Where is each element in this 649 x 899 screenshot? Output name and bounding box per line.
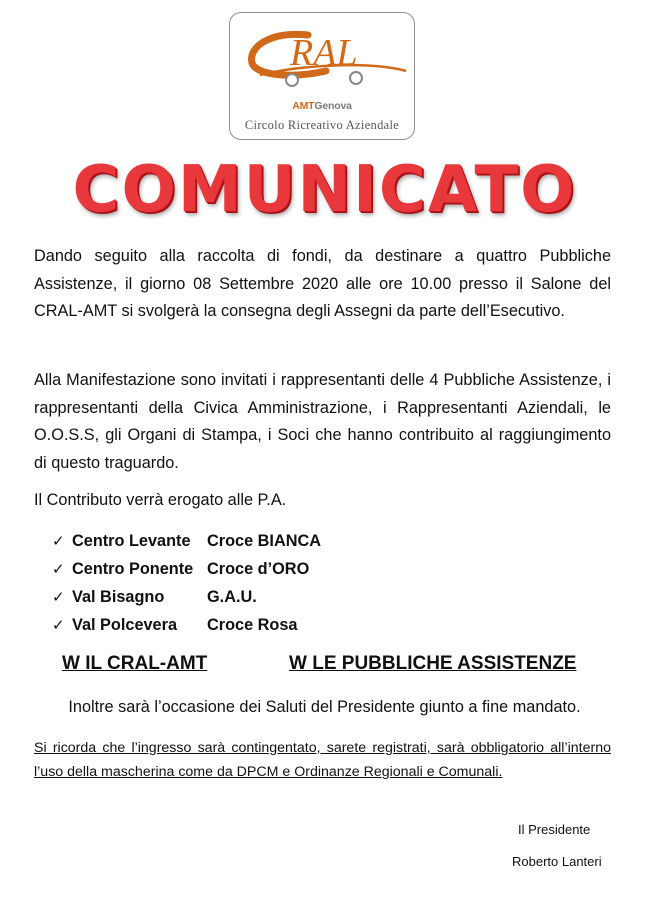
check-icon: ✓ (52, 589, 65, 606)
list-item (52, 583, 257, 611)
slogan-assistenze: W LE PUBBLICHE ASSISTENZE (289, 653, 577, 674)
beneficiary-name: Centro Levante (72, 532, 191, 550)
beneficiary-name: Val Bisagno (72, 588, 165, 606)
beneficiary-name: Val Polcevera (72, 616, 178, 634)
check-icon: ✓ (52, 561, 65, 578)
logo-org-name: AMTGenova (292, 100, 352, 112)
signature-role: Il Presidente (518, 822, 591, 837)
beneficiary-list (52, 527, 321, 639)
beneficiary-name: Centro Ponente (72, 560, 194, 578)
beneficiary-org: Croce Rosa (207, 616, 298, 634)
logo-brand-text: RAL (290, 32, 358, 74)
beneficiary-org: G.A.U. (207, 588, 257, 606)
check-icon: ✓ (52, 533, 65, 550)
president-note: Inoltre sarà l’occasione dei Saluti del Presidente giunto a fine mandato. (68, 698, 581, 716)
signature-name: Roberto Lanteri (512, 854, 602, 869)
beneficiary-org: Croce d’ORO (207, 560, 310, 578)
logo-tagline: Circolo Ricreativo Aziendale (244, 118, 400, 132)
check-icon: ✓ (52, 617, 65, 634)
list-item (52, 527, 321, 555)
list-item (52, 555, 310, 583)
safety-notice: Si ricorda che l’ingresso sarà contingentato, sarete registrati, sarà obbligatorio all’interno l’uso della mascherina come da DPCM e Ordinanze Regionali e Comunali. (34, 740, 611, 780)
list-item (52, 611, 298, 639)
intro-paragraph: Dando seguito alla raccolta di fondi, da destinare a quattro Pubbliche Assistenze, il giorno 08 Settembre 2020 alle ore 10.00 presso il Salone del CRAL-AMT si svolgerà la consegna degli Assegni da parte dell’Esecutivo. (34, 247, 611, 320)
cral-logo (229, 12, 415, 140)
slogan-cral: W IL CRAL-AMT (62, 653, 208, 674)
logo-wheel-icon (286, 74, 298, 86)
invitees-paragraph: Alla Manifestazione sono invitati i rappresentanti delle 4 Pubbliche Assistenze, i rappresentanti della Civica Amministrazione, i Rappresentanti Aziendali, le O.O.S.S, gli Organi di Stampa, i Soci che hanno contribuito al raggiungimento di questo traguardo. (34, 371, 611, 472)
page-title: COMUNICATO (72, 153, 577, 227)
contribution-intro: Il Contributo verrà erogato alle P.A. (34, 491, 287, 509)
beneficiary-org: Croce BIANCA (207, 532, 321, 550)
